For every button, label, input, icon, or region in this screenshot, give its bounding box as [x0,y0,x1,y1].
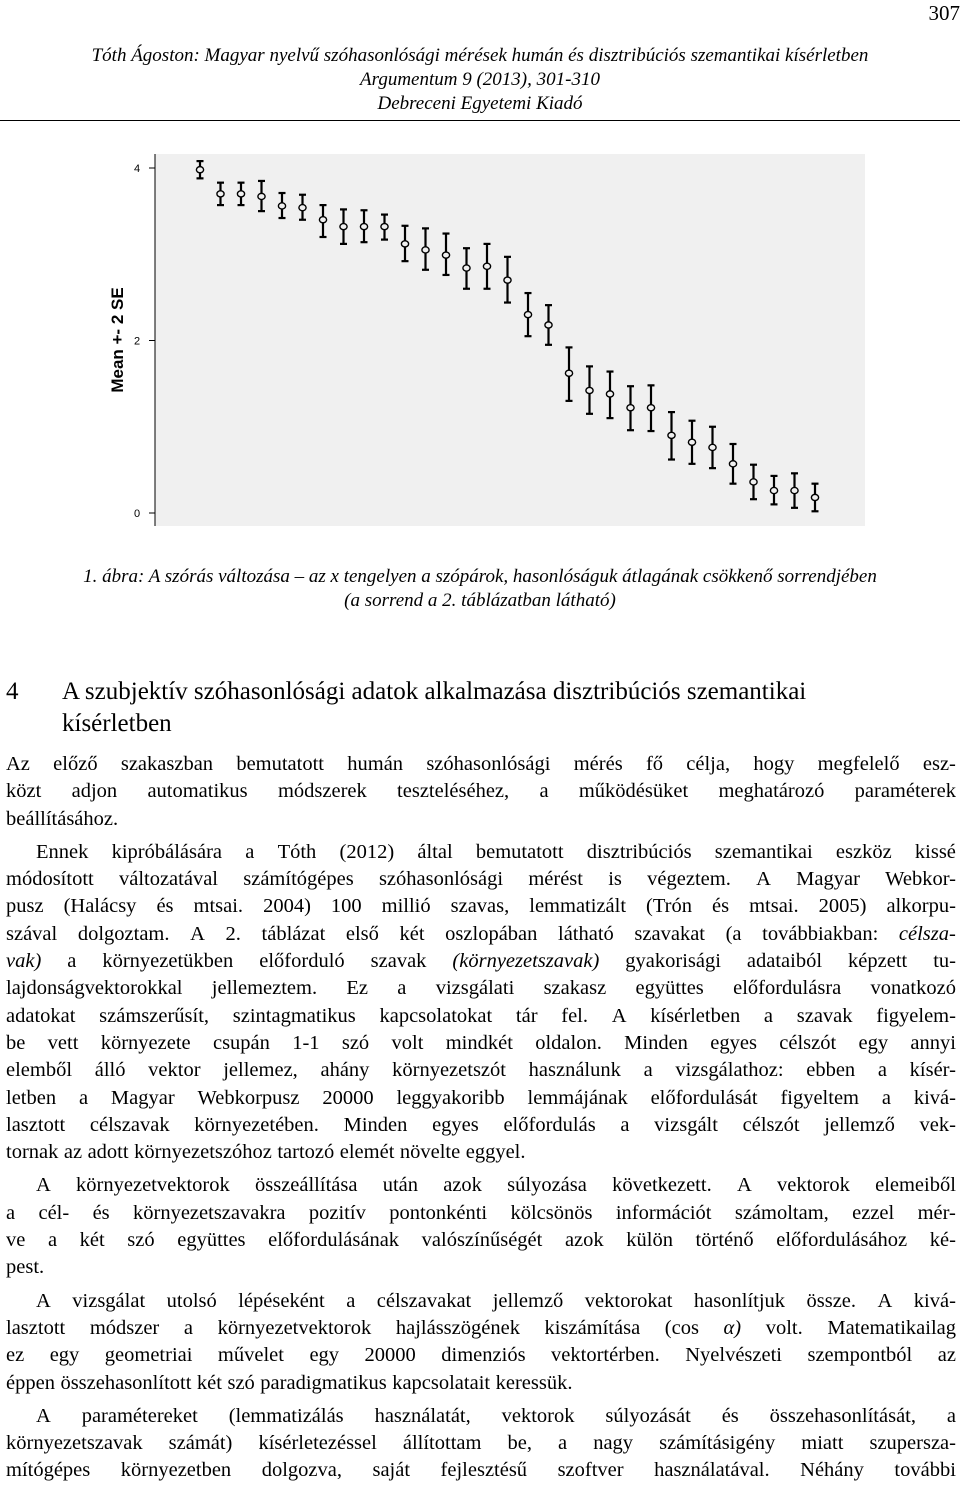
errorbar-mean-marker [319,217,326,223]
text-line: lasztott célszavak környezetében. Minden egyes előfordulás a vizsgált célszót jellemző vek- [6,1113,956,1136]
errorbar-mean-marker [463,265,470,271]
text-line: letben a Magyar Webkorpusz 20000 leggyakoribb lemmájának előfordulását figyeltem a kivá- [6,1086,956,1109]
text-line: lajdonságvektorokkal jellemeztem. Ez a vizsgálati szakasz együttes előfordulásra vonatkozó [6,977,956,1000]
text-line: környezetszavak számát) kísérletezéssel állítottam be, a nagy számításigény miatt szupersza- [6,1432,956,1455]
paragraph [6,751,956,833]
text-line: ez egy geometriai művelet egy 20000 dimenziós vektortérben. Nyelvészeti szempontból az [6,1344,956,1367]
errorbar-mean-marker [442,252,449,258]
text-line: adatokat számszerűsít, szintagmatikus kapcsolatokat tár fel. A kísérletben a szavak figyelem- [6,1004,956,1027]
text-line: szával dolgoztam. A 2. táblázat első két oszlopában látható szavakat (a továbbiakban: célsza- [6,922,956,945]
errorbar-mean-marker [483,263,490,269]
errorbar-mean-marker [709,444,716,450]
errorbar-mean-marker [770,487,777,493]
errorbar-mean-marker [791,487,798,493]
running-head-title: Tóth Ágoston: Magyar nyelvű szóhasonlósági mérések humán és disztribúciós szemantikai kísérletben [91,45,869,66]
paragraph [6,1288,956,1397]
paragraph [6,1172,956,1281]
errorbar-mean-marker [750,479,757,485]
errorbar-mean-marker [340,224,347,230]
text-line: vak) a környezetükben előforduló szavak (környezetszavak) gyakorisági adataiból képzett tu- [6,950,956,973]
paragraph [6,839,956,1167]
errorbar-mean-marker [668,432,675,438]
figure-caption-line: 1. ábra: A szórás változása – az x tengelyen a szópárok, hasonlóságuk átlagának csökkenő sorrendjében [83,566,877,587]
text-line: elemből álló vektor jellemez, ahány környezetszót használunk a vizsgálathoz: ebben a kísér- [6,1059,956,1082]
errorbar-mean-marker [647,405,654,411]
header-rule [0,120,960,121]
errorbar-mean-marker [627,405,634,411]
section-title-line: A szubjektív szóhasonlósági adatok alkalmazása disztribúciós szemantikai [62,678,807,705]
errorbar-mean-marker [422,247,429,253]
text-line: Az előző szakaszban bemutatott humán szóhasonlósági mérés fő célja, hogy megfelelő esz- [6,753,956,775]
errorbar-mean-marker [381,224,388,230]
errorbar-chart [95,140,870,540]
text-line: ve a két szó együttes előfordulásának valószínűségét azok külön történő előfordulásához ké- [6,1229,956,1252]
errorbar-mean-marker [299,205,306,211]
text-line: mítógépes környezetben dolgozva, saját fejlesztésű szoftver használatával. Néhány további [6,1459,956,1482]
errorbar-mean-marker [811,494,818,500]
text-line: Ennek kipróbálására a Tóth (2012) által bemutatott disztribúciós szemantikai eszköz kissé [36,840,956,863]
errorbar-mean-marker [565,370,572,376]
figure-caption-line: (a sorrend a 2. táblázatban látható) [344,590,616,611]
errorbar-mean-marker [729,461,736,467]
errorbar-mean-marker [237,191,244,197]
section-title-line: kísérletben [62,710,172,737]
paragraph [6,1403,956,1485]
y-axis-title: Mean +- 2 SE [108,287,127,393]
errorbar-mean-marker [217,191,224,197]
text-line: A környezetvektorok összeállítása után azok súlyozása következett. A vektorok elemeiből [36,1174,956,1197]
text-line: pusz (Halácsy és mtsai. 2004) 100 millió szavas, lemmatizált (Trón és mtsai. 2005) alkorpu- [6,895,956,918]
text-line: módosított változatával számítógépes szóhasonlósági mérést is végeztem. A Magyar Webkor- [6,868,956,891]
text-line: a cél- és környezetszavakra pozitív pontonkénti kölcsönös információt számoltam, ezzel mér- [6,1201,956,1224]
errorbar-mean-marker [545,322,552,328]
text-line: lasztott módszer a környezetvektorok hajlásszögének kiszámítása (cos α) volt. Matematikailag [6,1316,956,1339]
running-head-journal: Argumentum 9 (2013), 301-310 [360,69,600,90]
text-line: beállításához. [6,807,119,830]
errorbar-mean-marker [258,193,265,199]
running-head [0,44,960,116]
errorbar-mean-marker [196,167,203,173]
text-line: közt adjon automatikus módszerek teszteléséhez, a működésüket meghatározó paraméterek [6,780,956,803]
errorbar-mean-marker [401,241,408,247]
errorbar-mean-marker [360,224,367,230]
section-title [62,676,952,740]
errorbar-mean-marker [688,439,695,445]
y-tick-label: 2 [133,335,141,348]
y-tick-label: 0 [133,508,141,520]
text-line: be vett környezete csupán 1-1 szó volt mindkét oldalon. Minden egyes célszót egy annyi [6,1031,956,1054]
text-line: A paramétereket (lemmatizálás használatát, vektorok súlyozását és összehasonlítását, a [36,1404,956,1427]
text-line: pest. [6,1256,45,1279]
errorbar-mean-marker [278,203,285,209]
body-text [6,751,956,1485]
running-head-publisher: Debreceni Egyetemi Kiadó [377,93,583,114]
errorbar-mean-marker [504,277,511,283]
y-tick-label: 4 [133,163,141,175]
text-line: tornak az adott környezetszóhoz tartozó elemét növelte eggyel. [6,1141,526,1164]
errorbar-mean-marker [586,387,593,393]
text-line: éppen összehasonlított két szó paradigmatikus kapcsolatait keressük. [6,1371,573,1394]
section-number: 4 [6,678,19,705]
errorbar-mean-marker [524,312,531,318]
figure-caption [0,565,960,613]
page-number: 307 [928,1,960,25]
text-line: A vizsgálat utolsó lépéseként a célszavakat jellemző vektorokat hasonlítjuk össze. A kivá- [36,1289,956,1312]
errorbar-mean-marker [606,391,613,397]
